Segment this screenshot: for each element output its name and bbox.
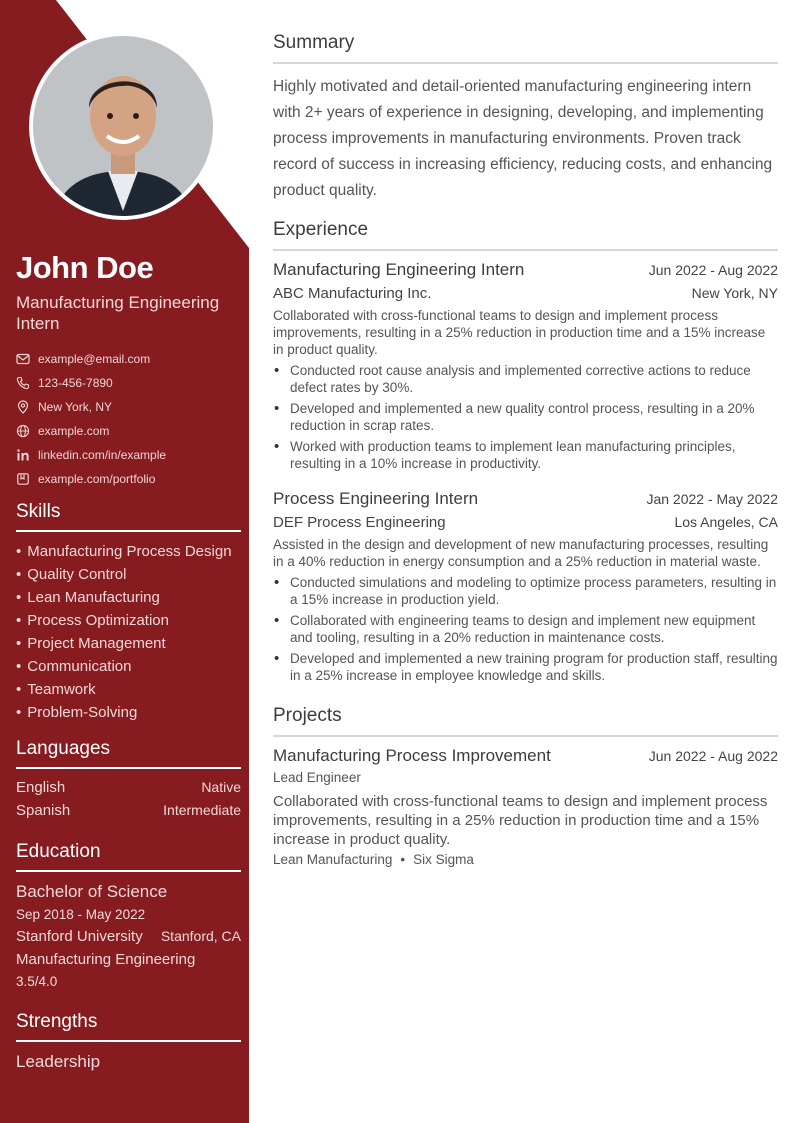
skill-item: • Problem-Solving [16,701,246,724]
education-field: Manufacturing Engineering [16,951,196,968]
skill-item: • Quality Control [16,563,246,586]
job-bullet: • Conducted simulations and modeling to optimize process parameters, resulting in a 15% increase in production yield. [273,574,778,608]
job-title: Process Engineering Intern [273,489,479,508]
job-bullet: • Worked with production teams to implement lean manufacturing principles, resulting in a 10% increase in productivity. [273,438,778,472]
profile-photo [29,32,217,220]
education-degree: Bachelor of Science [16,882,168,901]
profile-photo-image [33,36,213,216]
contact-email-text: example@email.com [38,352,151,366]
contact-linkedin[interactable] [16,443,241,467]
job-description: Collaborated with cross-functional teams to design and implement process improvements, resulting in a 25% reduction in production time and a 15% increase in product quality. [273,308,766,357]
job-location: New York, NY [691,285,778,301]
project-dates: Jun 2022 - Aug 2022 [648,748,778,764]
education-school: Stanford University [16,928,143,945]
language-level: Intermediate [163,802,241,818]
contact-website[interactable] [16,419,241,443]
projects-heading: Projects [273,705,778,737]
job-dates: Jan 2022 - May 2022 [646,491,778,507]
keyword-separator: • [400,852,406,867]
contact-location [16,395,241,419]
contact-list [16,347,241,491]
skills-list [16,540,246,724]
job-company: ABC Manufacturing Inc. [273,285,432,302]
skill-item: • Process Optimization [16,609,246,632]
location-pin-icon [16,400,30,414]
mail-icon [16,352,30,366]
language-level: Native [201,779,241,795]
job-location: Los Angeles, CA [674,514,778,530]
job-company-row [273,514,778,531]
linkedin-icon [16,448,30,462]
contact-portfolio[interactable] [16,467,241,491]
skill-item: • Project Management [16,632,246,655]
job-title: Manufacturing Engineering Intern [273,260,525,279]
experience-heading: Experience [273,219,778,251]
skill-item: • Teamwork [16,678,246,701]
globe-icon [16,424,30,438]
language-name: Spanish [16,802,71,819]
contact-linkedin-text: linkedin.com/in/example [38,448,167,462]
job-company: DEF Process Engineering [273,514,446,531]
candidate-role: Manufacturing Engineering Intern [16,293,220,333]
project-keyword: Six Sigma [413,852,474,867]
job-dates: Jun 2022 - Aug 2022 [648,262,778,278]
project-header [273,746,778,766]
job-bullet: • Developed and implemented a new quality control process, resulting in a 20% reduction in scrap rates. [273,400,778,434]
language-row [16,779,241,796]
summary-heading: Summary [273,32,778,64]
education-location: Stanford, CA [160,928,241,944]
job-company-row [273,285,778,302]
contact-location-text: New York, NY [38,400,113,414]
education-gpa: 3.5/4.0 [16,974,58,989]
contact-phone[interactable] [16,371,241,395]
contact-email[interactable] [16,347,241,371]
job-header [273,489,778,509]
job-description: Assisted in the design and development of new manufacturing processes, resulting in a 40% reduction in energy consumption and a 25% reduction in material waste. [273,537,769,569]
contact-website-text: example.com [38,424,110,438]
education-dates: Sep 2018 - May 2022 [16,907,146,922]
phone-icon [16,376,30,390]
language-row [16,802,241,819]
job-bullets [273,574,778,688]
project-keywords [273,852,474,867]
project-role: Lead Engineer [273,770,361,785]
job-bullet: • Conducted root cause analysis and implemented corrective actions to reduce defect rates by 30%. [273,362,778,396]
skill-item: • Lean Manufacturing [16,586,246,609]
job-bullet: • Developed and implemented a new training program for production staff, resulting in a 25% increase in employee knowledge and skills. [273,650,778,684]
portfolio-icon [16,472,30,486]
skill-item: • Communication [16,655,246,678]
education-school-row [16,928,241,945]
job-bullets [273,362,778,476]
job-header [273,260,778,280]
strengths-heading: Strengths [16,1011,241,1042]
job-bullet: • Collaborated with engineering teams to design and implement new equipment and tooling, resulting in a 20% reduction in maintenance costs. [273,612,778,646]
contact-portfolio-text: example.com/portfolio [38,472,156,486]
project-description: Collaborated with cross-functional teams to design and implement process improvements, resulting in a 25% reduction in production time and a 15% increase in product quality. [273,793,768,848]
project-keyword: Lean Manufacturing [273,852,393,867]
skills-heading: Skills [16,501,241,532]
contact-phone-text: 123-456-7890 [38,376,113,390]
languages-heading: Languages [16,738,241,769]
skill-item: • Manufacturing Process Design [16,540,246,563]
education-heading: Education [16,841,241,872]
summary-text: Highly motivated and detail-oriented manufacturing engineering intern with 2+ years of experience in designing, developing, and implementing process improvements in manufacturing environments. Proven track record of success in increasing efficiency, reducing costs, and enhancing product quality. [273,78,773,199]
language-name: English [16,779,66,796]
candidate-name: John Doe [16,250,154,285]
project-title: Manufacturing Process Improvement [273,746,551,765]
strength-item: Leadership [16,1052,101,1071]
